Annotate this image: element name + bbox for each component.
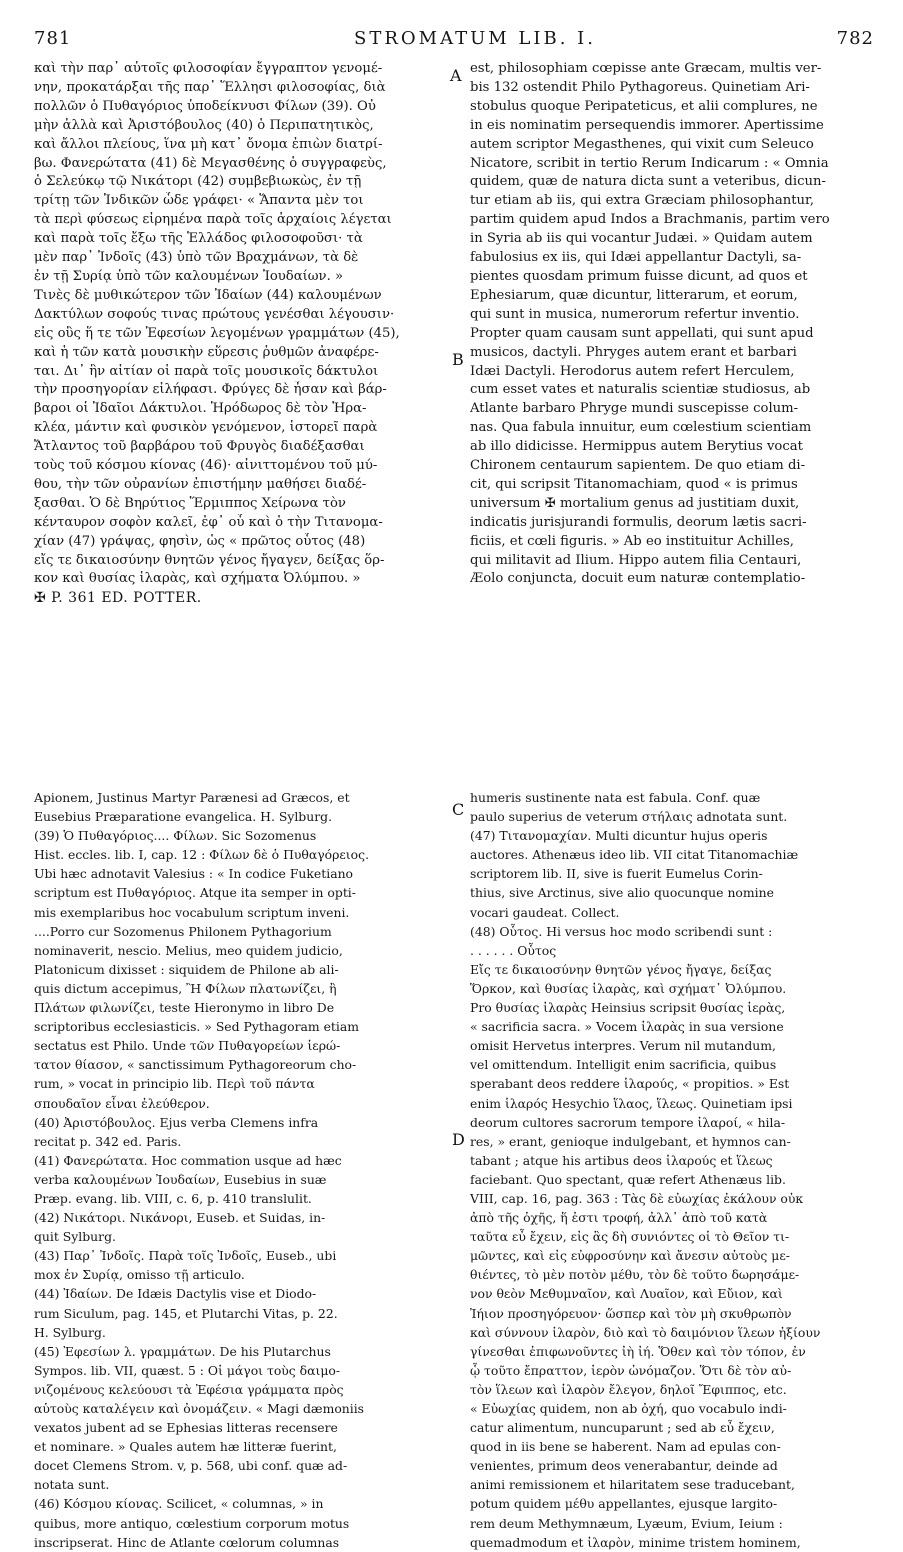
- text-line: stobulus quoque Peripateticus, et alii complures, ne: [470, 98, 818, 114]
- text-line: (48) Οὗτος. Hi versus hoc modo scribendi sunt :: [470, 923, 773, 939]
- text-line: venientes, primum deos venerabantur, deinde ad: [470, 1458, 778, 1474]
- text-line: τὴν προσηγορίαν εἰλήφασι. Φρύγες δὲ ἦσαν καὶ βάρ-: [34, 382, 387, 398]
- text-line: αὑτοὺς καταλέγειν καὶ ὀνομάζειν. « Magi dæmoniis: [34, 1401, 365, 1416]
- right-page-number: 782: [836, 28, 874, 49]
- text-line: καὶ ἄλλοι πλείους, ἵνα μὴ κατ᾽ ὄνομα ἐπιὼν διατρί-: [34, 136, 383, 152]
- text-line: Eusebius Præparatione evangelica. H. Sylburg.: [34, 809, 333, 825]
- text-line: τρίτῃ τῶν Ἰνδικῶν ὧδε γράφει· « Ἅπαντα μὲν τοι: [34, 193, 364, 209]
- text-line: recitat p. 342 ed. Paris.: [34, 1133, 182, 1149]
- text-line: partim quidem apud Indos a Brachmanis, partim vero: [470, 212, 830, 228]
- section-marker-b: B: [452, 350, 464, 369]
- text-line: verba καλουμένων Ἰουδαίων, Eusebius in suæ: [34, 1171, 327, 1187]
- text-line: βαροι οἱ Ἰδαῖοι Δάκτυλοι. Ἡρόδωρος δὲ τὸν Ἡρα-: [34, 401, 367, 417]
- text-line: (40) Ἀριστόβουλος. Ejus verba Clemens infra: [34, 1114, 319, 1130]
- text-line: χίαν (47) γράψας, φησὶν, ὡς « πρῶτος οὗτος (48): [34, 533, 366, 549]
- text-line: VIII, cap. 16, pag. 363 : Τὰς δὲ εὐωχίας ἐκάλουν οὐκ: [470, 1190, 804, 1206]
- text-line: « sacrificia sacra. » Vocem ἱλαρὰς in sua versione: [470, 1019, 784, 1035]
- text-line: (42) Νικάτορι. Νικάνορι, Euseb. et Suidas, in-: [34, 1210, 326, 1226]
- text-line: ✠ P. 361 ED. POTTER.: [34, 590, 202, 607]
- text-line: κον καὶ θυσίας ἱλαρὰς, καὶ σχήματα Ὀλύμπου. »: [34, 571, 361, 587]
- text-line: τὸν ἵλεων καὶ ἱλαρὸν ἔλεγον, δηλοῖ Ἔφιππος, etc.: [470, 1381, 787, 1397]
- text-line: qui militavit ad Ilium. Hippo autem filia Centauri,: [470, 552, 802, 568]
- text-line: notata sunt.: [34, 1477, 110, 1493]
- text-line: ὁ Σελεύκῳ τῷ Νικάτορι (42) συμβεβιωκὼς, ἐν τῇ: [34, 174, 362, 190]
- text-line: deorum cultores sacrorum tempore ἱλαροί, « hila-: [470, 1114, 786, 1130]
- text-line: animi remissionem et hilaritatem sese traducebant,: [470, 1477, 795, 1493]
- text-line: quis dictum accepimus, Ἢ Φίλων πλατωνίζει, ἢ: [34, 980, 337, 996]
- greek-text-column: [34, 60, 452, 608]
- text-line: Nicatore, scribit in tertio Rerum Indicarum : « Omnia: [470, 155, 829, 171]
- text-line: βω. Φανερώτατα (41) δὲ Μεγασθένης ὁ συγγραφεὺς,: [34, 155, 387, 171]
- text-line: omisit Hervetus interpres. Verum nil mutandum,: [470, 1038, 776, 1054]
- text-line: ἀπὸ τῆς ὀχῆς, ἥ ἐστι τροφή, ἀλλ᾽ ἀπὸ τοῦ κατὰ: [470, 1210, 768, 1226]
- text-line: vexatos jubent ad se Ephesias litteras recensere: [34, 1420, 338, 1436]
- text-line: Idæi Dactyli. Herodorus autem refert Herculem,: [470, 363, 795, 379]
- text-line: tabant ; atque his artibus deos ἱλαρούς et ἵλεως: [470, 1152, 773, 1168]
- text-line: est, philosophiam cœpisse ante Græcam, multis ver-: [470, 61, 822, 76]
- text-line: scriptoribus ecclesiasticis. » Sed Pythagoram etiam: [34, 1019, 360, 1035]
- text-line: sectatus est Philo. Unde τῶν Πυθαγορείων ἱερώ-: [34, 1038, 341, 1054]
- text-line: bis 132 ostendit Philo Pythagoreus. Quinetiam Ari-: [470, 79, 810, 95]
- text-line: Ὅρκον, καὶ θυσίας ἱλαρὰς, καὶ σχήματ᾽ Ὀλύμπου.: [470, 980, 787, 996]
- text-line: ficiis, et cœli figuris. » Ab eo instituitur Achilles,: [470, 533, 794, 549]
- text-line: Ἄτλαντος τοῦ βαρβάρου τοῦ Φρυγὸς διαδέξασθαι: [34, 439, 365, 455]
- text-line: rum Siculum, pag. 145, et Plutarchi Vitas, p. 22.: [34, 1305, 338, 1321]
- footnotes-right-column: [470, 788, 880, 1552]
- text-line: quemadmodum et ἱλαρὸν, minime tristem hominem,: [470, 1534, 801, 1550]
- text-line: sperabant deos reddere ἱλαρούς, « propitios. » Est: [470, 1076, 790, 1092]
- text-line: Propter quam causam sunt appellati, qui sunt apud: [470, 325, 814, 341]
- text-line: μῶντες, καὶ εἰς εὐφροσύνην καὶ ἄνεσιν αὑτοὺς με-: [470, 1248, 790, 1264]
- text-line: pientes quosdam primum fuisse dicunt, ad quos et: [470, 268, 808, 284]
- text-line: in eis nominatim persequendis immorer. Apertissime: [470, 117, 824, 133]
- text-line: σπουδαῖον εἶναι ἐλεύθερον.: [34, 1095, 210, 1111]
- text-line: quod in iis bene se haberent. Nam ad epulas con-: [470, 1439, 781, 1455]
- text-line: H. Sylburg.: [34, 1324, 106, 1340]
- text-line: ....Porro cur Sozomenus Philonem Pythagorium: [34, 923, 332, 939]
- text-line: thius, sive Arctinus, sive alio quocunque nomine: [470, 885, 774, 901]
- text-line: scriptorem lib. II, sive is fuerit Eumelus Corin-: [470, 866, 763, 882]
- text-line: cum esset vates et naturalis scientiæ studiosus, ab: [470, 382, 811, 398]
- text-line: . . . . . . Οὗτος: [470, 942, 557, 958]
- text-line: Sympos. lib. VII, quæst. 5 : Οἱ μάγοι τοὺς δαιμο-: [34, 1362, 341, 1378]
- text-line: catur alimentum, nuncuparunt ; sed ab εὖ ἔχειν,: [470, 1420, 775, 1436]
- text-line: mox ἐν Συρίᾳ, omisso τῇ articulo.: [34, 1267, 245, 1283]
- text-line: Pro θυσίας ἱλαρὰς Heinsius scripsit θυσίας ἱερὰς,: [470, 1000, 786, 1016]
- text-line: καὶ τὴν παρ᾽ αὐτοῖς φιλοσοφίαν ἔγγραπτον γενομέ-: [34, 61, 383, 76]
- text-line: εἴς τε δικαιοσύνην θνητῶν γένος ἤγαγεν, δείξας ὅρ-: [34, 552, 385, 568]
- text-line: καὶ ἡ τῶν κατὰ μουσικὴν εὕρεσις ῥυθμῶν ἀναφέρε-: [34, 344, 379, 360]
- text-line: cit, qui scripsit Titanomachiam, quod « is primus: [470, 476, 798, 492]
- text-line: ται. Δι᾽ ἣν αἰτίαν οἱ παρὰ τοῖς μουσικοῖς δάκτυλοι: [34, 363, 379, 379]
- text-line: mis exemplaribus hoc vocabulum scriptum inveni.: [34, 904, 350, 920]
- text-line: γίνεσθαι ἐπιφωνοῦντες ἰὴ ἰή. Ὅθεν καὶ τὸν τόπον, ἐν: [470, 1343, 806, 1359]
- text-line: Hist. eccles. lib. I, cap. 12 : Φίλων δὲ ὁ Πυθαγόρειος.: [34, 847, 370, 863]
- text-line: νον θεὸν Μεθυμναῖον, καὶ Λυαῖον, καὶ Εὔιον, καὶ: [470, 1286, 783, 1302]
- text-line: εἰς οὓς ἥ τε τῶν Ἐφεσίων λεγομένων γραμμάτων (45),: [34, 325, 400, 341]
- text-line: ab illo didicisse. Hermippus autem Berytius vocat: [470, 439, 803, 455]
- text-line: ξασθαι. Ὁ δὲ Βηρύτιος Ἕρμιππος Χείρωνα τὸν: [34, 495, 346, 511]
- text-line: τοὺς τοῦ κόσμου κίονας (46)· αἰνιττομένου τοῦ μύ-: [34, 458, 378, 474]
- text-line: rem deum Methymnæum, Lyæum, Evium, Ieium :: [470, 1515, 783, 1531]
- text-line: indicatis jurisjurandi formulis, deorum lætis sacri-: [470, 514, 807, 530]
- text-line: inscripserat. Hinc de Atlante cœlorum columnas: [34, 1534, 340, 1550]
- text-line: Πλάτων φιλωνίζει, teste Hieronymo in libro De: [34, 1000, 335, 1016]
- text-line: vel omittendum. Intelligit enim sacrificia, quibus: [470, 1057, 777, 1073]
- text-line: (43) Παρ᾽ Ἰνδοῖς. Παρὰ τοῖς Ἰνδοῖς, Euseb., ubi: [34, 1248, 337, 1264]
- section-marker-c: C: [452, 800, 465, 819]
- text-line: κλέα, μάντιν καὶ φυσικὸν γενόμενον, ἱστορεῖ παρὰ: [34, 420, 378, 436]
- left-page-number: 781: [34, 28, 72, 49]
- text-line: musicos, dactyli. Phryges autem erant et barbari: [470, 344, 797, 360]
- text-line: faciebant. Quo spectant, quæ refert Athenæus lib.: [470, 1171, 786, 1187]
- text-line: (44) Ἰδαίων. De Idæis Dactylis vise et Diodo-: [34, 1286, 317, 1302]
- text-line: universum ✠ mortalium genus ad justitiam duxit,: [470, 495, 800, 511]
- text-line: Æolo conjuncta, docuit eum naturæ contemplatio-: [470, 571, 806, 587]
- text-line: Præp. evang. lib. VIII, c. 6, p. 410 translulit.: [34, 1190, 312, 1206]
- text-line: « Εὐωχίας quidem, non ab ὀχή, quo vocabulo indi-: [470, 1401, 787, 1416]
- text-line: qui sunt in musica, numerorum refertur inventio.: [470, 306, 800, 322]
- text-line: νιζομένους κελεύουσι τὰ Ἐφέσια γράμματα πρὸς: [34, 1381, 344, 1397]
- text-line: autem scriptor Megasthenes, qui vixit cum Seleuco: [470, 136, 814, 152]
- text-line: Εἴς τε δικαιοσύνην θνητῶν γένος ἤγαγε, δείξας: [470, 961, 772, 977]
- page-header: [34, 28, 874, 52]
- text-line: potum quidem μέθυ appellantes, ejusque largito-: [470, 1496, 778, 1512]
- latin-text-column: [470, 60, 880, 589]
- text-line: et nominare. » Quales autem hæ litteræ fuerint,: [34, 1439, 337, 1455]
- text-line: auctores. Athenæus ideo lib. VII citat Titanomachiæ: [470, 847, 799, 863]
- text-line: μὲν παρ᾽ Ἰνδοῖς (43) ὑπὸ τῶν Βραχμάνων, τὰ δὲ: [34, 250, 359, 266]
- text-line: enim ἱλαρός Hesychio ἵλαος, ἵλεως. Quinetiam ipsi: [470, 1095, 793, 1111]
- text-line: Ἰήιον προσηγόρευον· ὥσπερ καὶ τὸν μὴ σκυθρωπὸν: [470, 1305, 792, 1321]
- text-line: (45) Ἐφεσίων λ. γραμμάτων. De his Plutarchus: [34, 1343, 331, 1359]
- text-line: ἐν τῇ Συρίᾳ ὑπὸ τῶν καλουμένων Ἰουδαίων. »: [34, 268, 344, 284]
- text-line: res, » erant, genioque indulgebant, et hymnos can-: [470, 1133, 791, 1149]
- text-line: vocari gaudeat. Collect.: [470, 904, 620, 920]
- text-line: νην, προκατάρξαι τῆς παρ᾽ Ἕλλησι φιλοσοφίας, διὰ: [34, 79, 386, 95]
- text-line: πολλῶν ὁ Πυθαγόριος ὑποδείκνυσι Φίλων (39). Οὐ: [34, 98, 376, 114]
- text-line: quidem, quæ de natura dicta sunt a veteribus, dicun-: [470, 174, 826, 190]
- text-line: Ubi hæc adnotavit Valesius : « In codice Fuketiano: [34, 866, 354, 882]
- text-line: (41) Φανερώτατα. Hoc commation usque ad hæc: [34, 1152, 342, 1168]
- text-line: καὶ παρὰ τοῖς ἔξω τῆς Ἑλλάδος φιλοσοφοῦσι· τὰ: [34, 231, 363, 247]
- text-line: docet Clemens Strom. v, p. 568, ubi conf. quæ ad-: [34, 1458, 348, 1474]
- text-line: Τινὲς δὲ μυθικώτερον τῶν Ἰδαίων (44) καλουμένων: [34, 287, 382, 303]
- footnotes-left-column: [34, 788, 452, 1552]
- text-line: ᾧ τοῦτο ἔπραττον, ἱερὸν ὠνόμαζον. Ὅτι δὲ τὸν αὐ-: [470, 1362, 792, 1378]
- text-line: scriptum est Πυθαγόριος. Atque ita semper in opti-: [34, 885, 356, 901]
- text-line: Chironem centaurum sapientem. De quo etiam di-: [470, 458, 806, 474]
- text-line: (47) Τιτανομαχίαν. Multi dicuntur hujus operis: [470, 828, 768, 844]
- text-line: κένταυρον σοφὸν καλεῖ, ἐφ᾽ οὗ καὶ ὁ τὴν Τιτανομα-: [34, 514, 383, 530]
- text-line: rum, » vocat in principio lib. Περὶ τοῦ πάντα: [34, 1076, 315, 1092]
- text-line: καὶ σύννουν ἱλαρὸν, διὸ καὶ τὸ δαιμόνιον ἵλεων ἠξίουν: [470, 1324, 821, 1340]
- text-line: ταῦτα εὖ ἔχειν, εἰς ἃς δὴ συνιόντες οἱ τὸ Θεῖον τι-: [470, 1229, 790, 1245]
- text-line: quibus, more antiquo, cœlestium corporum motus: [34, 1515, 350, 1531]
- text-line: τατον θίασον, « sanctissimum Pythagoreorum cho-: [34, 1057, 357, 1073]
- text-line: Δακτύλων σοφούς τινας πρώτους γενέσθαι λέγουσιν·: [34, 306, 395, 322]
- text-line: Ephesiarum, quæ dicuntur, litterarum, et eorum,: [470, 287, 798, 303]
- text-line: (39) Ὁ Πυθαγόριος.... Φίλων. Sic Sozomenus: [34, 828, 317, 844]
- text-line: θου, τὴν τῶν οὐρανίων ἐπιστήμην μαθήσει διαδέ-: [34, 476, 367, 492]
- text-line: Apionem, Justinus Martyr Parænesi ad Græcos, et: [34, 790, 350, 805]
- text-line: (46) Κόσμου κίονας. Scilicet, « columnas, » in: [34, 1496, 324, 1512]
- text-line: Atlante barbaro Phryge mundi suscepisse colum-: [470, 401, 799, 417]
- section-marker-d: D: [452, 1130, 465, 1149]
- text-line: θιέντες, τὸ μὲν ποτὸν μέθυ, τὸν δὲ τοῦτο δωρησάμε-: [470, 1267, 800, 1283]
- text-line: nas. Qua fabula innuitur, eum cœlestium scientiam: [470, 420, 812, 436]
- text-line: humeris sustinente nata est fabula. Conf. quæ: [470, 790, 761, 805]
- section-marker-a: A: [450, 66, 462, 85]
- text-line: quit Sylburg.: [34, 1229, 116, 1245]
- text-line: Platonicum dixisset : siquidem de Philone ab ali-: [34, 961, 339, 977]
- text-line: μὴν ἀλλὰ καὶ Ἀριστόβουλος (40) ὁ Περιπατητικὸς,: [34, 117, 374, 133]
- text-line: paulo superius de veterum στήλαις adnotata sunt.: [470, 809, 788, 825]
- text-line: in Syria ab iis qui vocantur Judæi. » Quidam autem: [470, 231, 813, 247]
- text-line: tur etiam ab iis, qui extra Græciam philosophantur,: [470, 193, 815, 209]
- running-title: STROMATUM LIB. I.: [354, 28, 596, 49]
- text-line: nominaverit, nescio. Melius, meo quidem judicio,: [34, 942, 343, 958]
- text-line: τὰ περὶ φύσεως εἰρημένα παρὰ τοῖς ἀρχαίοις λέγεται: [34, 212, 392, 228]
- text-line: fabulosius ex iis, qui Idæi appellantur Dactyli, sa-: [470, 250, 802, 266]
